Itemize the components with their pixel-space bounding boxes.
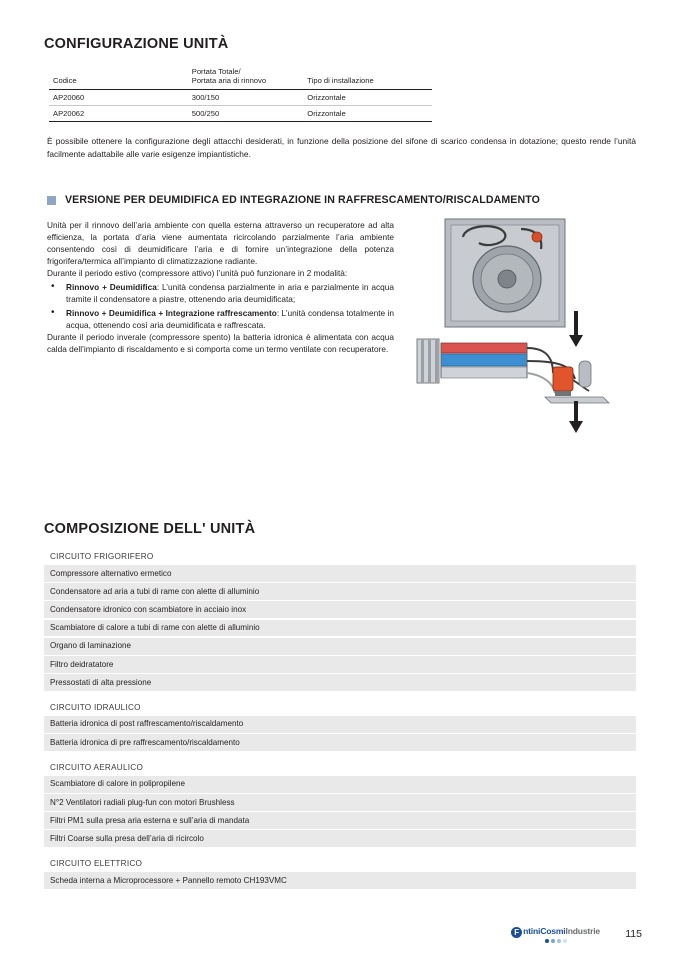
- unit-illustration: [403, 215, 643, 437]
- group-label: CIRCUITO AERAULICO: [50, 762, 144, 772]
- list-item: Scambiatore di calore in polipropilene: [44, 776, 636, 793]
- version-bullet-list: [47, 281, 394, 331]
- cell-portata: 300/150: [188, 89, 304, 105]
- bullet-2-bold: Rinnovo + Deumidifica + Integrazione raffrescamento: [66, 308, 277, 319]
- square-bullet-icon: [47, 196, 56, 205]
- cell-tipo: Orizzontale: [303, 89, 432, 105]
- column-header-tipo: Tipo di installazione: [303, 66, 432, 89]
- table-header-row: [49, 66, 432, 89]
- list-item: [47, 307, 394, 331]
- column-header-portata-line1: Portata Totale/: [191, 67, 241, 76]
- cell-portata: 500/250: [188, 105, 304, 121]
- list-item: Condensatore ad aria a tubi di rame con alette di alluminio: [44, 583, 636, 600]
- version-heading: [47, 194, 636, 206]
- group-label: CIRCUITO FRIGORIFERO: [50, 552, 154, 561]
- composition-group-idraulico: [44, 699, 636, 751]
- list-item: Scambiatore di calore a tubi di rame con alette di alluminio: [44, 620, 636, 637]
- configuration-table: [49, 66, 432, 122]
- composition-group-aeraulico: [44, 759, 636, 847]
- column-header-codice: Codice: [49, 66, 188, 89]
- cell-tipo: Orizzontale: [303, 105, 432, 121]
- page-number: 115: [625, 928, 642, 940]
- logo-part-2: Cosmi: [540, 926, 566, 936]
- list-item: Batteria idronica di post raffrescamento/riscaldamento: [44, 716, 636, 733]
- version-heading-label: VERSIONE PER DEUMIDIFICA ED INTEGRAZIONE IN RAFFRESCAMENTO/RISCALDAMENTO: [65, 194, 540, 207]
- table-row: [49, 105, 432, 121]
- list-item: Compressore alternativo ermetico: [44, 565, 636, 582]
- bullet-2-text: : L’unità condensa totalmente in acqua, ottenendo così aria deumidificata e raffrescata.: [66, 308, 394, 331]
- logo-f-icon: F: [511, 927, 522, 938]
- list-item: Batteria idronica di pre raffrescamento/riscaldamento: [44, 734, 636, 751]
- group-label: CIRCUITO ELETTRICO: [50, 859, 143, 869]
- logo-part-1: ntini: [523, 926, 541, 936]
- version-text-column: [47, 219, 394, 355]
- bullet-1-bold: Rinnovo + Deumidifica: [66, 282, 157, 293]
- column-header-portata-line2: Portata aria di rinnovo: [191, 76, 267, 86]
- cell-codice: AP20062: [49, 105, 188, 121]
- list-item: Filtro deidratatore: [44, 656, 636, 673]
- content-area: [44, 36, 636, 441]
- page-footer: [0, 926, 678, 959]
- list-item: Filtri Coarse sulla presa dell’aria di ricircolo: [44, 830, 636, 847]
- composition-list: [44, 548, 636, 897]
- version-paragraph-1: Unità per il rinnovo dell’aria ambiente con quella esterna attraverso un recuperatore ad alta efficienza, la portata d’aria viene aumentata ricircolando parzialmente l’aria ambiente consentendo così di deumidificare l’aria e di fornire un’integrazione della potenza frigorifera/termica all’impianto di climatizzazione radiante.: [47, 220, 394, 267]
- composition-group-elettrico: [44, 855, 636, 889]
- brand-logo: [511, 926, 600, 943]
- page-title: CONFIGURAZIONE UNITÀ: [44, 36, 229, 52]
- cell-codice: AP20060: [49, 89, 188, 105]
- column-header-portata: [188, 66, 304, 89]
- version-body: [47, 219, 636, 441]
- list-item: Scheda interna a Microprocessore + Pannello remoto CH193VMC: [44, 872, 636, 889]
- list-item: Pressostati di alta pressione: [44, 674, 636, 691]
- table-row: [49, 89, 432, 105]
- version-paragraph-3: Durante il periodo inverale (compressore spento) la batteria idronica è alimentata con acqua calda dell’impianto di riscaldamento e si comporta come un termo ventilate con recuperatore.: [47, 332, 394, 355]
- bullet-1-text: : L’unità condensa parzialmente in aria e parzialmente in acqua tramite il condensatore a piastre, ottenendo aria deumidificata;: [66, 282, 395, 305]
- logo-part-3: Industrie: [565, 926, 600, 936]
- list-item: N°2 Ventilatori radiali plug-fun con motori Brushless: [44, 794, 636, 811]
- group-label: CIRCUITO IDRAULICO: [50, 702, 141, 712]
- composition-group-frigorifero: [44, 548, 636, 691]
- logo-text: [511, 926, 600, 937]
- composition-title: COMPOSIZIONE DELL' UNITÀ: [44, 521, 256, 537]
- config-description: È possibile ottenere la configurazione degli attacchi desiderati, in funzione della posizione del sifone di scarico condensa in dotazione; questo rende l’unità facilmente adattabile alle varie esigenze impiantistiche.: [47, 135, 636, 159]
- list-item: [47, 281, 394, 305]
- list-item: Organo di laminazione: [44, 638, 636, 655]
- list-item: Filtri PM1 sulla presa aria esterna e sull’aria di mandata: [44, 812, 636, 829]
- version-paragraph-2: Durante il periodo estivo (compressore attivo) l’unità può funzionare in 2 modalità:: [47, 268, 348, 279]
- logo-dots-icon: [545, 939, 567, 943]
- list-item: Condensatore idronico con scambiatore in acciaio inox: [44, 601, 636, 618]
